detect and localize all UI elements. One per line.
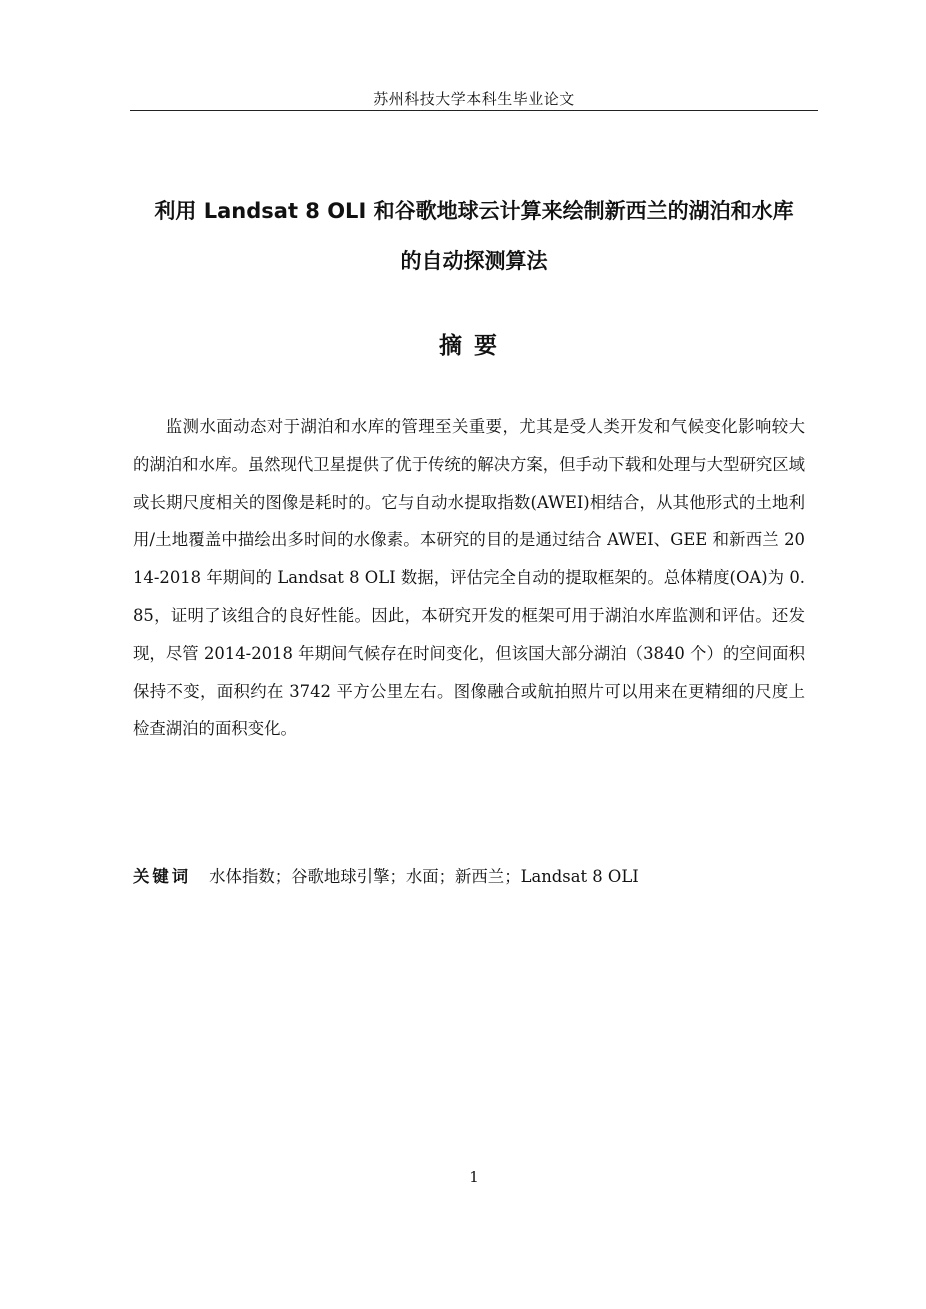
keywords-line xyxy=(133,860,813,894)
abstract-heading: 摘要 xyxy=(439,333,509,359)
paper-title-line-2: 的自动探测算法 xyxy=(400,249,548,273)
keywords-text: 水体指数；谷歌地球引擎；水面；新西兰；Landsat 8 OLI xyxy=(209,867,639,886)
running-header: 苏州科技大学本科生毕业论文 xyxy=(373,90,575,108)
abstract-body: 监测水面动态对于湖泊和水库的管理至关重要，尤其是受人类开发和气候变化影响较大的湖泊和水库。虽然现代卫星提供了优于传统的解决方案，但手动下载和处理与大型研究区域或长期尺度相关的图像是耗时的。它与自动水提取指数(AWEI)相结合，从其他形式的土地利用/土地覆盖中描绘出多时间的水像素。本研究的目的是通过结合 AWEI、GEE 和新西兰 2014-2018 年期间的 Landsat 8 OLI 数据，评估完全自动的提取框架的。总体精度(OA)为 0.85，证明了该组合的良好性能。因此，本研究开发的框架可用于湖泊水库监测和评估。还发现，尽管 2014-2018 年期间气候存在时间变化，但该国大部分湖泊（3840 个）的空间面积保持不变，面积约在 3742 平方公里左右。图像融合或航拍照片可以用来在更精细的尺度上检查湖泊的面积变化。 xyxy=(133,417,806,739)
paper-title xyxy=(110,186,838,286)
keywords-label: 关键词 xyxy=(133,867,192,886)
header-rule xyxy=(130,110,818,111)
page-number: 1 xyxy=(469,1168,479,1186)
paper-title-line-1: 利用 Landsat 8 OLI 和谷歌地球云计算来绘制新西兰的湖泊和水库 xyxy=(154,199,794,223)
